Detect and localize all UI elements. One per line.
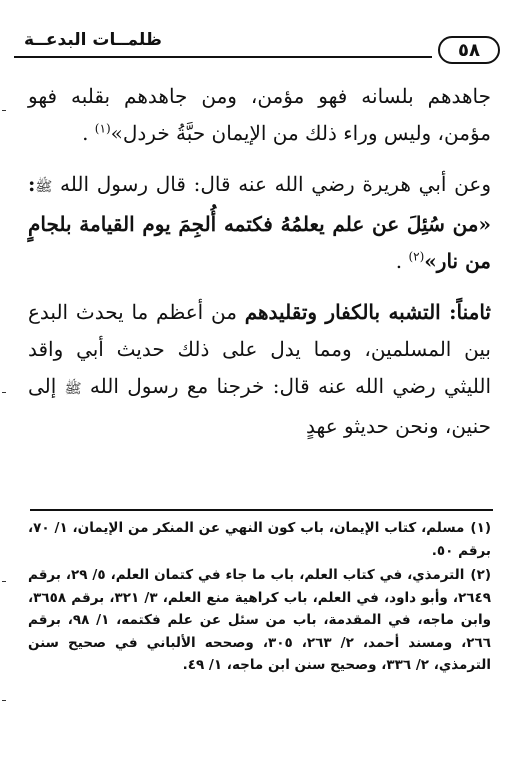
header-rule [14, 56, 432, 58]
paragraph-2-hadith: : «من سُئِلَ عن علم يعلمُهُ فكتمه أُلجِمَ يوم القيامة بلجامٍ من نار» [28, 172, 491, 273]
paragraph-3 [28, 294, 491, 445]
section-heading: ثامناً: التشبه بالكفار وتقليدهم [244, 300, 491, 324]
main-text [28, 78, 491, 445]
footnote-2-text: الترمذي، في كتاب العلم، باب ما جاء في كتمان العلم، ٥/ ٢٩، برقم ٢٦٤٩، وأبو داود، في العلم، باب كراهية منع العلم، ٣/ ٣٢١، برقم ٣٦٥٨، وابن ماجه، في المقدمة، باب من سئل عن علم فكتمه، ١/ ٩٨، برقم ٢٦٦، ومسند أحمد، ٢/ ٢٦٣، ٣٠٥، وصححه الألباني في صحيح سنن الترمذي، ٢/ ٣٣٦، وصحيح سنن ابن ماجه، ١/ ٤٩. [28, 567, 492, 673]
footnote-1-text: مسلم، كتاب الإيمان، باب كون النهي عن المنكر من الإيمان، ١/ ٧٠، برقم ٥٠. [28, 520, 491, 559]
running-header [14, 22, 504, 62]
paragraph-3-text-a: من أعظم ما يحدث البدع بين المسلمين، ومما يدل على ذلك حديث أبي واقد الليثي رضي الله عنه قال: خرجنا مع رسول الله [28, 300, 491, 398]
footnote-2-number: (٢) [470, 567, 491, 583]
salawat-glyph: ﷺ [64, 381, 82, 397]
footnote-1 [28, 517, 491, 562]
footnote-ref-1: (١) [94, 121, 111, 136]
footnote-ref-2: (٢) [408, 249, 425, 264]
margin-mark [2, 392, 6, 393]
footnote-2 [28, 564, 491, 677]
paragraph-1 [28, 78, 491, 152]
running-title: ظلمــات البدعــة [24, 30, 162, 50]
footnotes [28, 517, 491, 679]
page-number: ٥٨ [458, 39, 480, 61]
footnote-rule [30, 509, 493, 511]
margin-mark [2, 110, 6, 111]
salawat-glyph: ﷺ [35, 179, 53, 195]
paragraph-2-text-a: وعن أبي هريرة رضي الله عنه قال: قال رسول الله [52, 172, 491, 196]
paragraph-2 [28, 166, 491, 280]
paragraph-3-text-b: إلى حنين، ونحن حديثو عهدٍ [28, 374, 491, 438]
paragraph-1-end: . [82, 121, 95, 145]
margin-mark [2, 700, 6, 701]
paragraph-1-text: جاهدهم بلسانه فهو مؤمن، ومن جاهدهم بقلبه فهو مؤمن، وليس وراء ذلك من الإيمان حبَّةُ خردل» [28, 84, 491, 145]
footnote-1-number: (١) [470, 520, 492, 536]
page-number-badge [438, 36, 500, 64]
paragraph-2-end: . [395, 249, 409, 273]
margin-mark [2, 581, 6, 582]
